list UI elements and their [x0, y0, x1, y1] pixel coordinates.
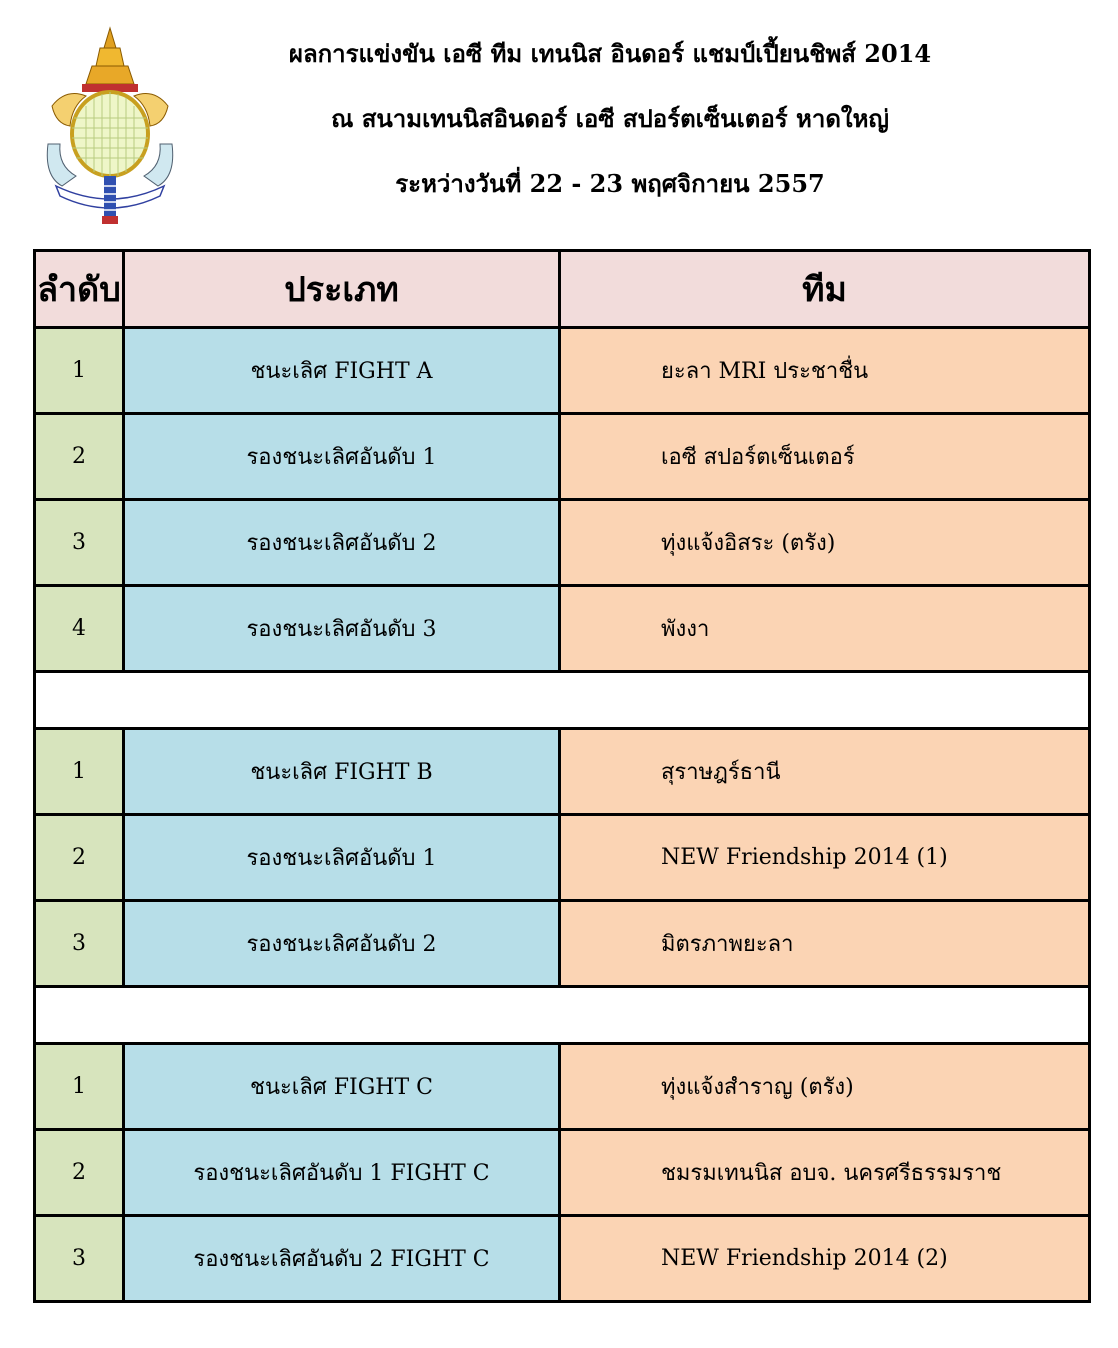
team-cell: NEW Friendship 2014 (1) — [560, 815, 1090, 901]
table-row — [35, 328, 1090, 414]
category-cell: รองชนะเลิศอันดับ 2 — [124, 901, 560, 987]
table-row — [35, 414, 1090, 500]
table-row — [35, 1216, 1090, 1302]
category-cell: ชนะเลิศ FIGHT C — [124, 1044, 560, 1130]
rank-cell: 3 — [35, 901, 124, 987]
rank-cell: 4 — [35, 586, 124, 672]
rank-cell: 3 — [35, 1216, 124, 1302]
column-header-team: ทีม — [560, 251, 1090, 328]
group-separator — [35, 672, 1090, 729]
tennis-association-emblem-icon — [42, 26, 178, 228]
rank-cell: 3 — [35, 500, 124, 586]
team-cell: NEW Friendship 2014 (2) — [560, 1216, 1090, 1302]
team-cell: ยะลา MRI ประชาชื่น — [560, 328, 1090, 414]
rank-cell: 2 — [35, 815, 124, 901]
group-separator-row — [35, 672, 1090, 729]
category-cell: ชนะเลิศ FIGHT B — [124, 729, 560, 815]
column-header-category: ประเภท — [124, 251, 560, 328]
table-row — [35, 729, 1090, 815]
team-cell: ทุ่งแจ้งสำราญ (ตรัง) — [560, 1044, 1090, 1130]
team-cell: มิตรภาพยะลา — [560, 901, 1090, 987]
table-row — [35, 815, 1090, 901]
category-cell: ชนะเลิศ FIGHT A — [124, 328, 560, 414]
table-row — [35, 1044, 1090, 1130]
team-cell: เอซี สปอร์ตเซ็นเตอร์ — [560, 414, 1090, 500]
team-cell: สุราษฎร์ธานี — [560, 729, 1090, 815]
rank-cell: 1 — [35, 729, 124, 815]
rank-cell: 1 — [35, 1044, 124, 1130]
rank-cell: 1 — [35, 328, 124, 414]
results-table — [33, 249, 1091, 1303]
category-cell: รองชนะเลิศอันดับ 1 FIGHT C — [124, 1130, 560, 1216]
rank-cell: 2 — [35, 414, 124, 500]
team-cell: ทุ่งแจ้งอิสระ (ตรัง) — [560, 500, 1090, 586]
table-row — [35, 586, 1090, 672]
column-header-rank: ลำดับ — [35, 251, 124, 328]
page-header — [180, 38, 1040, 200]
group-separator-row — [35, 987, 1090, 1044]
group-separator — [35, 987, 1090, 1044]
header-dates: ระหว่างวันที่ 22 - 23 พฤศจิกายน 2557 — [395, 169, 825, 198]
rank-cell: 2 — [35, 1130, 124, 1216]
table-row — [35, 901, 1090, 987]
category-cell: รองชนะเลิศอันดับ 1 — [124, 414, 560, 500]
header-venue: ณ สนามเทนนิสอินดอร์ เอซี สปอร์ตเซ็นเตอร์ หาดใหญ่ — [331, 104, 889, 133]
team-cell: ชมรมเทนนิส อบจ. นครศรีธรรมราช — [560, 1130, 1090, 1216]
table-row — [35, 1130, 1090, 1216]
table-header-row — [35, 251, 1090, 328]
category-cell: รองชนะเลิศอันดับ 2 — [124, 500, 560, 586]
category-cell: รองชนะเลิศอันดับ 2 FIGHT C — [124, 1216, 560, 1302]
category-cell: รองชนะเลิศอันดับ 1 — [124, 815, 560, 901]
team-cell: พังงา — [560, 586, 1090, 672]
table-row — [35, 500, 1090, 586]
header-title: ผลการแข่งขัน เอซี ทีม เทนนิส อินดอร์ แชมป์เปี้ยนชิพส์ 2014 — [288, 39, 932, 68]
category-cell: รองชนะเลิศอันดับ 3 — [124, 586, 560, 672]
